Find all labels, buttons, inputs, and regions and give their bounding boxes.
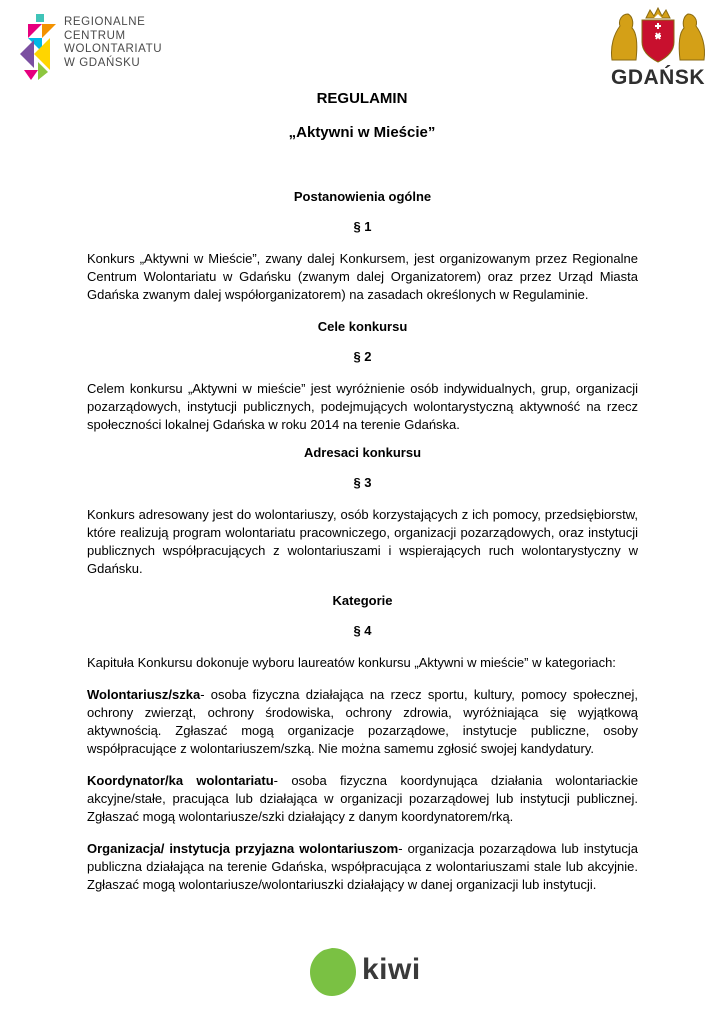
section-heading: Adresaci konkursu — [303, 445, 422, 460]
document-title: REGULAMIN — [316, 90, 408, 107]
section-heading: Postanowienia ogólne — [293, 189, 432, 204]
category-item — [87, 840, 638, 894]
category-description: - organizacja pozarządowa lub instytucja publiczna działająca na terenie Gdańska, współpracująca z wolontariuszami stale lub akcyjnie. Zgłaszać mogą wolontariusze/wolontariuszki działający w danej organizacji lub instytucji. — [87, 841, 638, 892]
kiwi-leaf-icon — [304, 944, 360, 1000]
document-subtitle: „Aktywni w Mieście” — [288, 124, 436, 141]
rcw-logo-line: WOLONTARIATU — [64, 43, 163, 55]
paragraph-text: Celem konkursu „Aktywni w mieście” jest wyróżnienie osób indywidualnych, grup, organizacji pozarządowych, instytucji publicznych, podejmujących wolontarystyczną aktywność na rzecz społeczności lokalnej Gdańska w roku 2014 na terenie Gdańska. — [87, 381, 638, 432]
paragraph-number: § 1 — [353, 219, 372, 234]
section-heading: Cele konkursu — [317, 319, 408, 334]
paragraph-number: § 4 — [353, 623, 372, 638]
document-body — [87, 188, 638, 894]
kiwi-logo-text: kiwi — [362, 953, 421, 986]
gdansk-logo-text: GDAŃSK — [610, 66, 705, 89]
rcw-logo — [18, 14, 188, 84]
gdansk-coat-of-arms-icon — [606, 6, 710, 64]
category-description: - osoba fizyczna koordynująca działania wolontariackie akcyjne/stałe, pracująca lub działająca w organizacji pozarządowej lub instytucji publicznej. Zgłaszać mogą wolontariusze/szki działający z danym koordynatorem/rką. — [87, 773, 638, 824]
rcw-logo-text — [64, 16, 162, 70]
paragraph-text: Konkurs „Aktywni w Mieście”, zwany dalej Konkursem, jest organizowanym przez Regionalne Centrum Wolontariatu w Gdańsku (zwanym dalej Organizatorem) oraz przez Urząd Miasta Gdańska zwanym dalej współorganizatorem) na zasadach określonych w Regulaminie. — [87, 251, 638, 302]
paragraph-number: § 2 — [353, 349, 372, 364]
paragraph-text: Konkurs adresowany jest do wolontariuszy, osób korzystających z ich pomocy, przedsiębiorstw, które realizują program wolontariatu pracowniczego, organizacji pozarządowych, oraz instytucji publicznych współpracujących z wolontariuszami i wspierających ruch wolontarystyczny w Gdańsku. — [87, 507, 638, 576]
kiwi-logo — [304, 940, 424, 1002]
category-description: - osoba fizyczna działająca na rzecz sportu, kultury, pomocy społecznej, ochrony zwierząt, ochrony środowiska, ochrony zdrowia, wyróżniająca się wyjątkową aktywnością. Zgłaszać mogą organizacje pozarządowe, instytucje publiczne, osoby współpracujące z wolontariuszem/szką. Nie można samemu zgłosić swojej kandydatury. — [87, 687, 638, 756]
paragraph-text: Kapituła Konkursu dokonuje wyboru laureatów konkursu „Aktywni w mieście” w kategoriach: — [87, 655, 616, 670]
category-term: Organizacja/ instytucja przyjazna wolontariuszom — [87, 841, 399, 856]
rcw-logo-line: CENTRUM — [64, 29, 126, 42]
category-term: Koordynator/ka wolontariatu — [87, 773, 274, 788]
rcw-logo-line: W GDAŃSKU — [64, 56, 141, 69]
category-term: Wolontariusz/szka — [87, 687, 201, 702]
paragraph-number: § 3 — [353, 475, 372, 490]
rcw-logo-mark-icon — [18, 14, 60, 84]
category-item — [87, 772, 638, 826]
category-item — [87, 686, 638, 758]
section-heading: Kategorie — [332, 593, 393, 608]
rcw-logo-line: REGIONALNE — [64, 16, 146, 28]
gdansk-logo — [606, 6, 710, 90]
